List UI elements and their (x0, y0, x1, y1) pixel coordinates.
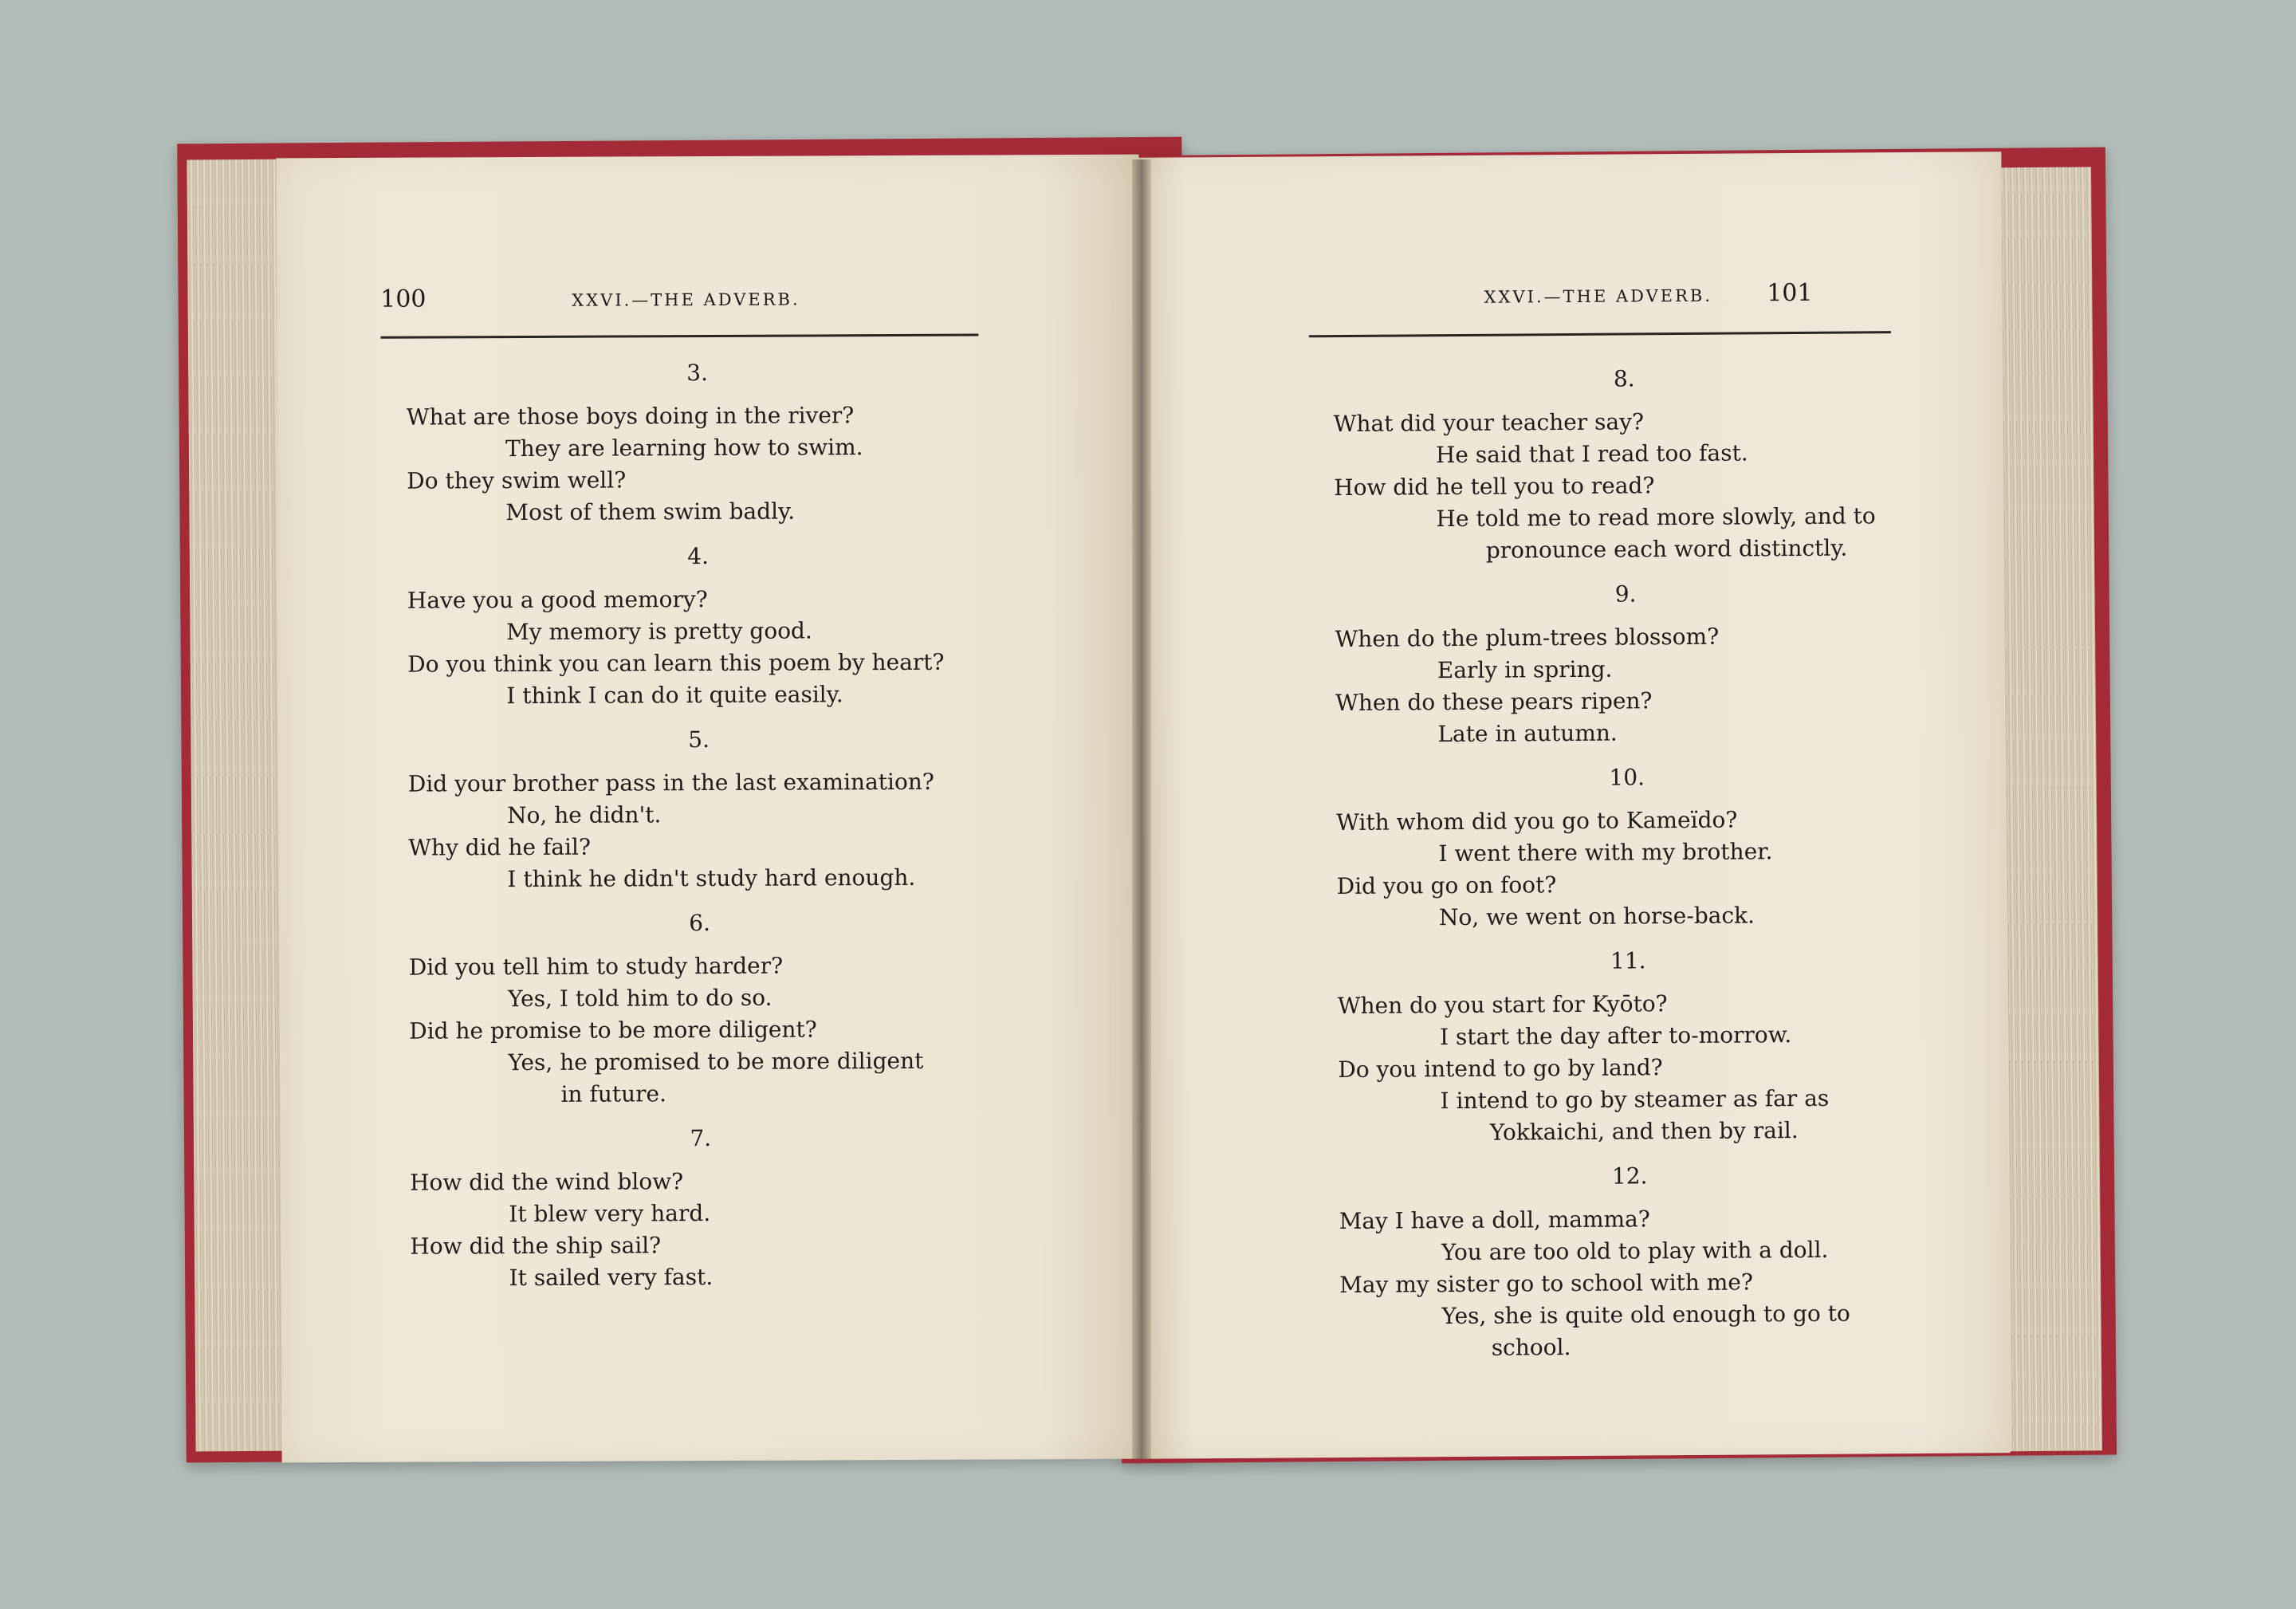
answer-line: My memory is pretty good. (505, 617, 812, 646)
question-line: Did you go on foot? (1336, 871, 1557, 900)
answer-line: Yokkaichi, and then by rail. (1489, 1117, 1799, 1146)
answer-line: Most of them swim badly. (505, 498, 796, 526)
section-number: 8. (1613, 365, 1635, 392)
section-spacer (411, 1292, 993, 1304)
question-line: How did he tell you to read? (1334, 472, 1655, 502)
answer-line: I went there with my brother. (1438, 838, 1773, 867)
book-gutter (1132, 159, 1151, 1459)
right-page (1132, 151, 2010, 1459)
section-number: 7. (690, 1124, 712, 1152)
answer-line: It sailed very fast. (509, 1263, 714, 1292)
answer-line: They are learning how to swim. (505, 434, 863, 462)
section-number: 5. (688, 726, 710, 753)
answer-line: I start the day after to-morrow. (1439, 1021, 1792, 1051)
section-number: 9. (1614, 580, 1637, 608)
right-page-text (1333, 358, 1922, 1375)
question-line: Do they swim well? (407, 466, 627, 494)
right-chapter-title: XXVI.—THE ADVERB. (1484, 285, 1713, 307)
left-page-text (407, 352, 993, 1304)
question-line: With whom did you go to Kameïdo? (1336, 806, 1738, 836)
answer-line: No, he didn't. (506, 801, 662, 829)
right-running-head (1133, 278, 2002, 308)
question-line: What are those boys doing in the river? (406, 402, 855, 431)
left-page-number: 100 (380, 285, 427, 313)
answer-line: school. (1491, 1334, 1571, 1361)
question-line: May my sister go to school with me? (1339, 1269, 1754, 1299)
answer-line: pronounce each word distinctly. (1485, 534, 1848, 564)
answer-line: in future. (560, 1080, 667, 1107)
section-spacer (408, 893, 990, 905)
section-number: 6. (689, 910, 711, 937)
section-spacer (410, 1108, 992, 1120)
answer-line: He said that I read too fast. (1435, 439, 1748, 469)
question-line: What did your teacher say? (1333, 408, 1645, 438)
question-line: Did you tell him to study harder? (408, 952, 784, 981)
question-line: When do these pears ripen? (1335, 687, 1653, 717)
answer-line: Yes, he promised to be more diligent (508, 1047, 924, 1076)
right-header-rule (1309, 331, 1891, 337)
answer-line: He told me to read more slowly, and to (1436, 502, 1876, 533)
answer-line: You are too old to play with a doll. (1441, 1236, 1829, 1266)
answer-line: No, we went on horse-back. (1438, 902, 1755, 931)
answer-line: Late in autumn. (1437, 719, 1618, 748)
left-page (276, 155, 1144, 1463)
question-line: Why did he fail? (408, 833, 591, 861)
question-line: Do you intend to go by land? (1338, 1054, 1663, 1084)
section-number: 4. (687, 543, 710, 570)
section-number: 12. (1611, 1162, 1648, 1190)
answer-line: It blew very hard. (509, 1200, 711, 1228)
question-line: Have you a good memory? (407, 586, 708, 614)
question-line: Did your brother pass in the last examination? (407, 768, 934, 797)
question-line: When do the plum-trees blossom? (1335, 623, 1720, 653)
section-number: 10. (1609, 764, 1645, 791)
left-chapter-title: XXVI.—THE ADVERB. (572, 289, 800, 310)
question-line: Did he promise to be more diligent? (409, 1016, 817, 1044)
question-line: May I have a doll, mamma? (1339, 1206, 1650, 1235)
section-spacer (407, 710, 989, 722)
section-spacer (407, 526, 989, 538)
answer-line: I think he didn't study hard enough. (507, 864, 916, 893)
answer-line: Early in spring. (1437, 655, 1613, 684)
question-line: How did the wind blow? (409, 1168, 684, 1196)
question-line: Do you think you can learn this poem by heart? (407, 648, 945, 678)
section-number: 11. (1610, 947, 1646, 974)
question-line: How did the ship sail? (410, 1232, 662, 1260)
section-number: 3. (686, 360, 709, 387)
answer-line: Yes, she is quite old enough to go to (1441, 1300, 1850, 1330)
right-page-number: 101 (1767, 278, 1813, 308)
answer-line: Yes, I told him to do so. (507, 984, 773, 1013)
question-line: When do you start for Kyōto? (1337, 990, 1668, 1020)
answer-line: I intend to go by steamer as far as (1440, 1084, 1830, 1115)
left-header-rule (380, 334, 978, 339)
answer-line: I think I can do it quite easily. (506, 681, 843, 710)
